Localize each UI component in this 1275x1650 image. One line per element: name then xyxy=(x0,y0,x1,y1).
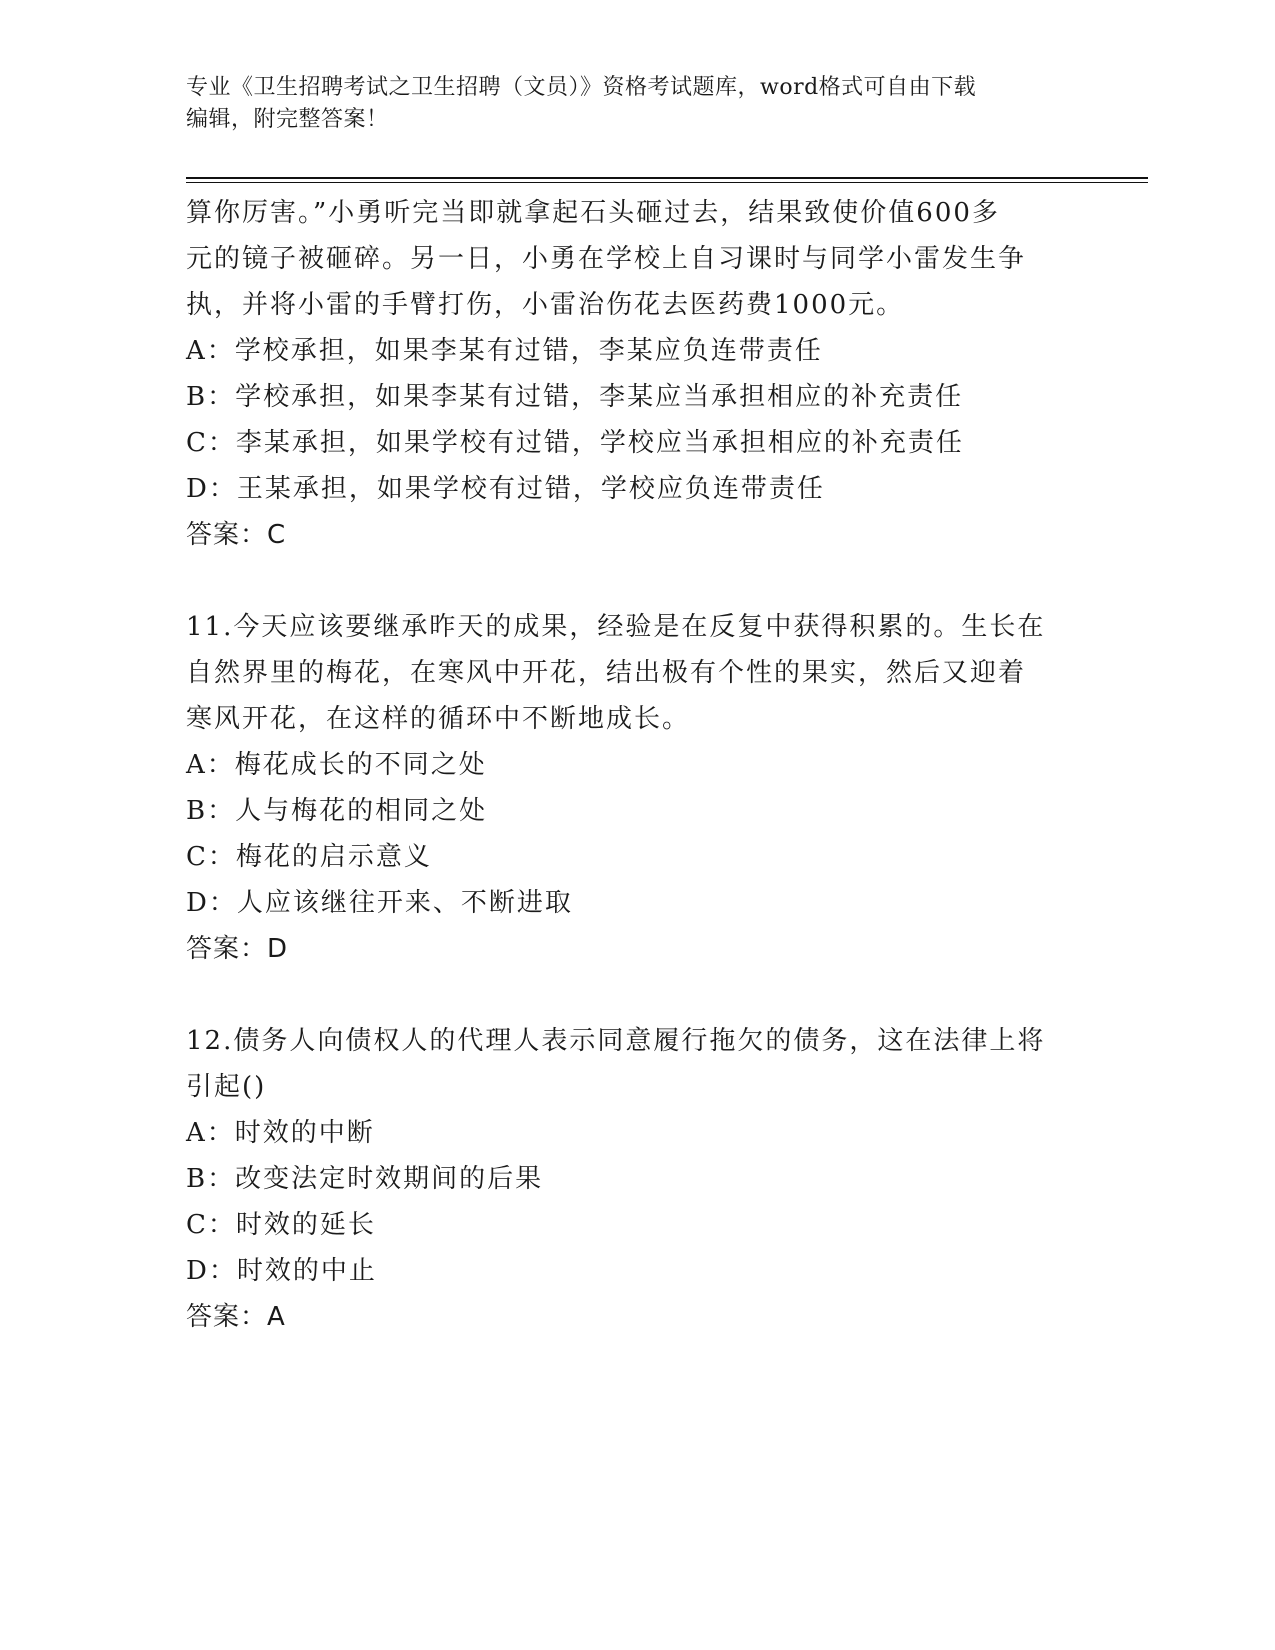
option-a: A：梅花成长的不同之处 xyxy=(186,750,487,780)
question-text-line: 自然界里的梅花，在寒风中开花，结出极有个性的果实，然后又迎着 xyxy=(186,658,1027,688)
option-d: D：时效的中止 xyxy=(186,1256,377,1286)
option-b: B：人与梅花的相同之处 xyxy=(186,796,488,826)
option-c: C：梅花的启示意义 xyxy=(186,842,432,872)
header-rule-thick xyxy=(186,177,1148,179)
option-d: D：王某承担，如果学校有过错，学校应负连带责任 xyxy=(186,474,825,504)
answer-line: 答案：C xyxy=(186,520,287,550)
question-text-line: 寒风开花，在这样的循环中不断地成长。 xyxy=(186,704,691,734)
header-line-2: 编辑，附完整答案！ xyxy=(186,107,389,132)
answer-line: 答案：A xyxy=(186,1302,286,1332)
question-text-line: 11.今天应该要继承昨天的成果，经验是在反复中获得积累的。生长在 xyxy=(186,612,1046,642)
spacer xyxy=(186,972,1086,1018)
option-a: A：时效的中断 xyxy=(186,1118,375,1148)
question-12-block xyxy=(186,1018,1086,1340)
page-content xyxy=(186,190,1086,1340)
option-b: B：改变法定时效期间的后果 xyxy=(186,1164,544,1194)
spacer xyxy=(186,558,1086,604)
question-text-line: 引起() xyxy=(186,1072,267,1102)
option-a: A：学校承担，如果李某有过错，李某应负连带责任 xyxy=(186,336,823,366)
header-line-1: 专业《卫生招聘考试之卫生招聘（文员）》资格考试题库，word格式可自由下载 xyxy=(186,75,977,100)
option-d: D：人应该继往开来、不断进取 xyxy=(186,888,573,918)
page-header xyxy=(186,72,1066,136)
option-c: C：时效的延长 xyxy=(186,1210,376,1240)
question-text-line: 元的镜子被砸碎。另一日，小勇在学校上自习课时与同学小雷发生争 xyxy=(186,244,1027,274)
question-text-line: 算你厉害。”小勇听完当即就拿起石头砸过去，结果致使价值600多 xyxy=(186,198,1000,228)
question-text-line: 12.债务人向债权人的代理人表示同意履行拖欠的债务，这在法律上将 xyxy=(186,1026,1046,1056)
question-11-block xyxy=(186,604,1086,972)
header-rule-thin xyxy=(186,182,1148,183)
answer-line: 答案：D xyxy=(186,934,289,964)
option-c: C：李某承担，如果学校有过错，学校应当承担相应的补充责任 xyxy=(186,428,964,458)
question-text-line: 执，并将小雷的手臂打伤，小雷治伤花去医药费1000元。 xyxy=(186,290,905,320)
question-10-block xyxy=(186,190,1086,558)
option-b: B：学校承担，如果李某有过错，李某应当承担相应的补充责任 xyxy=(186,382,964,412)
